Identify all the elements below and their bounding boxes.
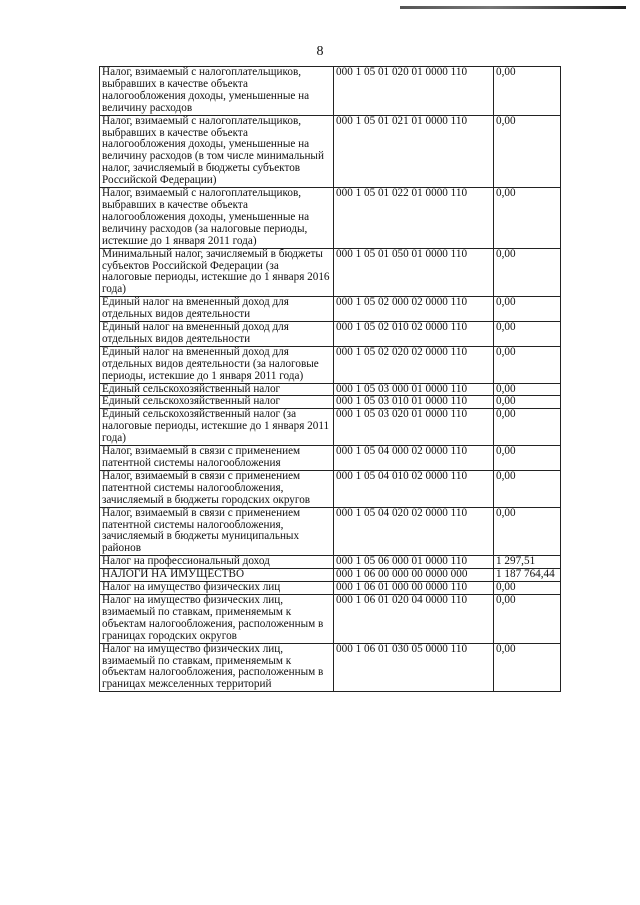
row-amount-cell: 0,00 xyxy=(494,470,561,507)
row-code-cell: 000 1 05 01 050 01 0000 110 xyxy=(334,248,494,297)
table-row xyxy=(100,643,561,692)
row-name-cell: Налог на имущество физических лиц xyxy=(100,582,334,595)
row-code-cell: 000 1 05 01 020 01 0000 110 xyxy=(334,67,494,116)
page-number: 8 xyxy=(316,44,324,59)
row-amount-cell: 0,00 xyxy=(494,507,561,556)
row-code-cell: 000 1 05 04 010 02 0000 110 xyxy=(334,470,494,507)
row-code-cell: 000 1 05 06 000 01 0000 110 xyxy=(334,556,494,569)
table-row xyxy=(100,383,561,396)
row-name-cell: Единый сельскохозяйственный налог xyxy=(100,396,334,409)
table-row xyxy=(100,67,561,116)
row-name-cell: Налог, взимаемый в связи с применением патентной системы налогообложения xyxy=(100,446,334,471)
row-name-cell: Налог, взимаемый с налогоплательщиков, выбравших в качестве объекта налогообложения доходы, уменьшенные на величину расходов (в том числе минимальный налог, зачисляемый в бюджеты субъектов Российской Федерации) xyxy=(100,115,334,187)
row-name-cell: Единый налог на вмененный доход для отдельных видов деятельности (за налоговые периоды, истекшие до 1 января 2011 года) xyxy=(100,346,334,383)
row-amount-cell: 0,00 xyxy=(494,643,561,692)
row-name-cell: Налог на имущество физических лиц, взимаемый по ставкам, применяемым к объектам налогообложения, расположенным в границах городских округов xyxy=(100,594,334,643)
row-amount-cell: 0,00 xyxy=(494,115,561,187)
row-amount-cell: 0,00 xyxy=(494,409,561,446)
row-code-cell: 000 1 06 01 020 04 0000 110 xyxy=(334,594,494,643)
row-code-cell: 000 1 05 03 020 01 0000 110 xyxy=(334,409,494,446)
table-row xyxy=(100,248,561,297)
row-name-cell: Единый сельскохозяйственный налог (за налоговые периоды, истекшие до 1 января 2011 года) xyxy=(100,409,334,446)
row-amount-cell: 0,00 xyxy=(494,594,561,643)
row-code-cell: 000 1 06 01 030 05 0000 110 xyxy=(334,643,494,692)
row-code-cell: 000 1 05 03 000 01 0000 110 xyxy=(334,383,494,396)
table-row xyxy=(100,322,561,347)
row-name-cell: Налог, взимаемый с налогоплательщиков, выбравших в качестве объекта налогообложения доходы, уменьшенные на величину расходов xyxy=(100,67,334,116)
row-amount-cell: 1 187 764,44 xyxy=(494,569,561,582)
table-row xyxy=(100,556,561,569)
table-row xyxy=(100,409,561,446)
budget-revenue-table xyxy=(99,66,561,692)
row-amount-cell: 0,00 xyxy=(494,582,561,595)
row-code-cell: 000 1 05 03 010 01 0000 110 xyxy=(334,396,494,409)
table-row xyxy=(100,396,561,409)
row-code-cell: 000 1 05 02 000 02 0000 110 xyxy=(334,297,494,322)
row-amount-cell: 0,00 xyxy=(494,188,561,249)
table-row xyxy=(100,446,561,471)
row-code-cell: 000 1 05 02 010 02 0000 110 xyxy=(334,322,494,347)
row-amount-cell: 0,00 xyxy=(494,297,561,322)
row-name-cell: Минимальный налог, зачисляемый в бюджеты субъектов Российской Федерации (за налоговые периоды, истекшие до 1 января 2016 года) xyxy=(100,248,334,297)
row-name-cell: Единый налог на вмененный доход для отдельных видов деятельности xyxy=(100,322,334,347)
row-name-cell: Единый налог на вмененный доход для отдельных видов деятельности xyxy=(100,297,334,322)
row-code-cell: 000 1 05 01 022 01 0000 110 xyxy=(334,188,494,249)
row-name-cell: Единый сельскохозяйственный налог xyxy=(100,383,334,396)
scan-artifact-line xyxy=(400,6,626,9)
row-code-cell: 000 1 06 01 000 00 0000 110 xyxy=(334,582,494,595)
row-code-cell: 000 1 06 00 000 00 0000 000 xyxy=(334,569,494,582)
table-row xyxy=(100,297,561,322)
row-name-cell: Налог, взимаемый с налогоплательщиков, выбравших в качестве объекта налогообложения доходы, уменьшенные на величину расходов (за налоговые периоды, истекшие до 1 января 2011 года) xyxy=(100,188,334,249)
row-name-cell: НАЛОГИ НА ИМУЩЕСТВО xyxy=(100,569,334,582)
table-row xyxy=(100,188,561,249)
table-row xyxy=(100,507,561,556)
row-name-cell: Налог, взимаемый в связи с применением патентной системы налогообложения, зачисляемый в бюджеты муниципальных районов xyxy=(100,507,334,556)
row-name-cell: Налог на профессиональный доход xyxy=(100,556,334,569)
row-amount-cell: 0,00 xyxy=(494,67,561,116)
row-code-cell: 000 1 05 02 020 02 0000 110 xyxy=(334,346,494,383)
row-amount-cell: 0,00 xyxy=(494,396,561,409)
row-name-cell: Налог, взимаемый в связи с применением патентной системы налогообложения, зачисляемый в бюджеты городских округов xyxy=(100,470,334,507)
row-amount-cell: 0,00 xyxy=(494,248,561,297)
row-amount-cell: 1 297,51 xyxy=(494,556,561,569)
row-code-cell: 000 1 05 04 020 02 0000 110 xyxy=(334,507,494,556)
row-amount-cell: 0,00 xyxy=(494,446,561,471)
row-amount-cell: 0,00 xyxy=(494,346,561,383)
table-row xyxy=(100,594,561,643)
row-amount-cell: 0,00 xyxy=(494,383,561,396)
row-amount-cell: 0,00 xyxy=(494,322,561,347)
table-row xyxy=(100,115,561,187)
table-row xyxy=(100,582,561,595)
table-row xyxy=(100,346,561,383)
row-name-cell: Налог на имущество физических лиц, взимаемый по ставкам, применяемым к объектам налогообложения, расположенным в границах межселенных территорий xyxy=(100,643,334,692)
row-code-cell: 000 1 05 01 021 01 0000 110 xyxy=(334,115,494,187)
table-row xyxy=(100,569,561,582)
table-row xyxy=(100,470,561,507)
row-code-cell: 000 1 05 04 000 02 0000 110 xyxy=(334,446,494,471)
